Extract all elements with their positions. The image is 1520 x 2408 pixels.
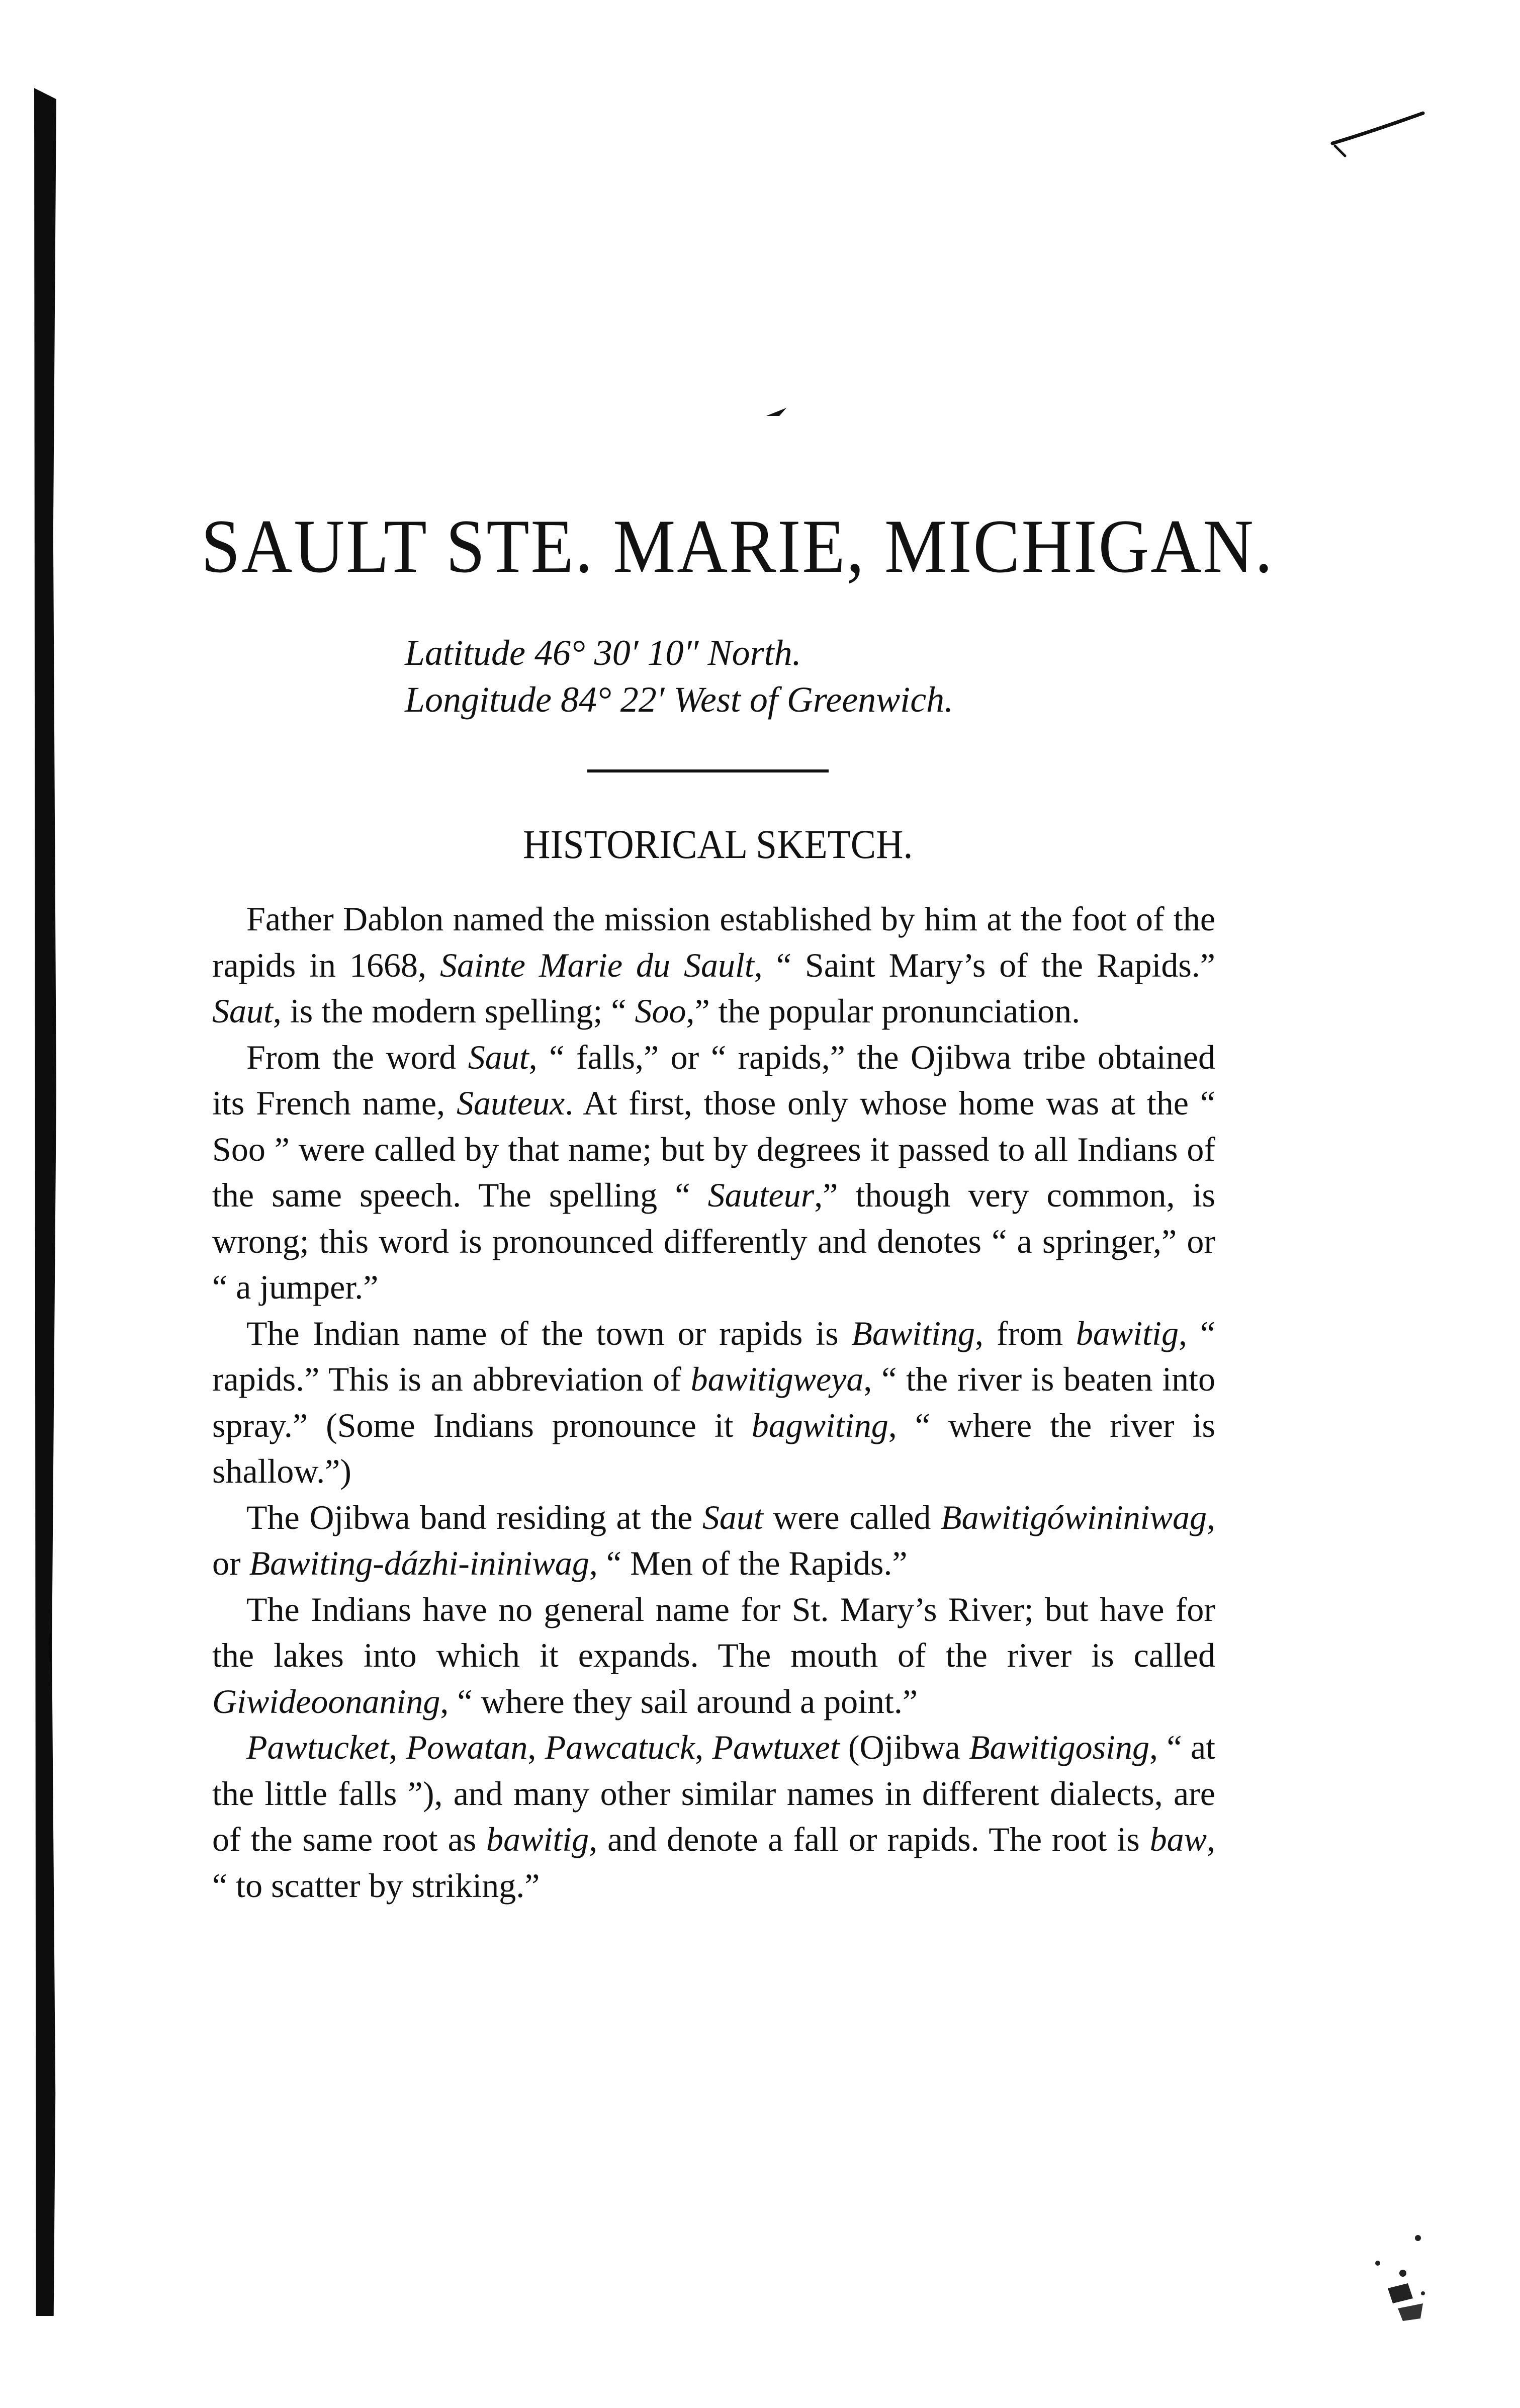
page-title: SAULT STE. MARIE, MICHIGAN. <box>201 504 1274 588</box>
paragraph <box>212 1495 1215 1587</box>
section-heading: HISTORICAL SKETCH. <box>523 821 913 867</box>
text-run: were called <box>763 1498 941 1536</box>
body-text <box>212 896 1215 1909</box>
text-run: , “ rapids.” This is an abbreviation of <box>212 1314 1216 1398</box>
italic-term: bagwiting <box>751 1406 888 1444</box>
text-run: , “ Men of the Rapids.” <box>589 1544 908 1582</box>
paragraph <box>212 1725 1215 1909</box>
italic-term: Giwideoonaning <box>212 1682 440 1721</box>
italic-term: bawitigweya <box>690 1360 864 1398</box>
text-run: , “ where the river is shallow.”) <box>212 1406 1215 1490</box>
text-run: . At first, those only whose home was at the “ Soo ” were called by that name; but by degrees it passed to all Indians of the same speech. The spelling “ <box>212 1084 1215 1214</box>
section-divider <box>587 769 829 772</box>
ink-mark-icon <box>764 405 789 420</box>
italic-term: Pawcatuck <box>545 1728 695 1766</box>
italic-term: Sauteux <box>456 1084 565 1122</box>
italic-term: Bawiting-dázhi-ininiwag <box>249 1544 589 1582</box>
text-run: Father Dablon named the mission established by him at the foot of the rapids in 1668, <box>212 900 1215 984</box>
text-run: , <box>527 1728 545 1766</box>
text-run: , <box>695 1728 712 1766</box>
speckle-marks-icon <box>1358 2228 1448 2329</box>
text-run: , “ to scatter by striking.” <box>212 1820 1215 1905</box>
italic-term: Pawtucket <box>246 1728 389 1766</box>
text-run: , and denote a fall or rapids. The root is <box>589 1820 1150 1858</box>
pen-mark-icon <box>1327 108 1428 168</box>
text-run: ,” the popular pronunciation. <box>686 992 1081 1030</box>
text-run: The Indians have no general name for St. Mary’s River; but have for the lakes into which it expands. The mouth of the river is called <box>212 1590 1215 1674</box>
paragraph <box>212 1035 1215 1311</box>
text-run: (Ojibwa <box>839 1728 969 1766</box>
italic-term: Pawtuxet <box>712 1728 840 1766</box>
italic-term: Saut <box>702 1498 763 1536</box>
text-run: , or <box>212 1498 1215 1582</box>
text-run: , <box>389 1728 406 1766</box>
paragraph <box>212 1587 1215 1725</box>
text-run: The Ojibwa band residing at the <box>246 1498 702 1536</box>
binding-edge <box>34 88 56 2316</box>
longitude-line: Longitude 84° 22′ West of Greenwich. <box>405 679 954 720</box>
text-run: , is the modern spelling; “ <box>273 992 635 1030</box>
text-run: , “ where they sail around a point.” <box>440 1682 918 1721</box>
italic-term: Powatan <box>406 1728 528 1766</box>
text-run: , “ at the little falls ”), and many other similar names in different dialects, are of the same root as <box>212 1728 1216 1858</box>
italic-term: bawitig <box>486 1820 589 1858</box>
italic-term: Sainte Marie du Sault <box>439 945 754 984</box>
italic-term: Saut <box>468 1038 529 1076</box>
text-run: The Indian name of the town or rapids is <box>246 1314 852 1352</box>
latitude-line: Latitude 46° 30′ 10″ North. <box>405 633 801 673</box>
italic-term: Saut <box>212 992 273 1030</box>
text-run: ,” though very common, is wrong; this word is pronounced differently and denotes “ a springer,” or “ a jumper.” <box>212 1176 1215 1306</box>
text-run: , “ falls,” or “ rapids,” the Ojibwa tribe obtained its French name, <box>212 1038 1215 1122</box>
text-run: , “ Saint Mary’s of the Rapids.” <box>754 945 1215 984</box>
text-run: , from <box>974 1314 1076 1352</box>
italic-term: Bawiting <box>851 1314 975 1352</box>
paragraph <box>212 896 1215 1035</box>
text-run: , “ the river is beaten into spray.” (Some Indians pronounce it <box>212 1360 1216 1444</box>
text-run: From the word <box>246 1038 468 1076</box>
paragraph <box>212 1311 1215 1495</box>
italic-term: Soo <box>635 992 686 1030</box>
italic-term: Bawitigówininiwag <box>941 1498 1207 1536</box>
italic-term: baw <box>1149 1820 1207 1858</box>
italic-term: Sauteur <box>707 1176 815 1214</box>
italic-term: bawitig <box>1076 1314 1179 1352</box>
italic-term: Bawitigosing <box>969 1728 1150 1766</box>
